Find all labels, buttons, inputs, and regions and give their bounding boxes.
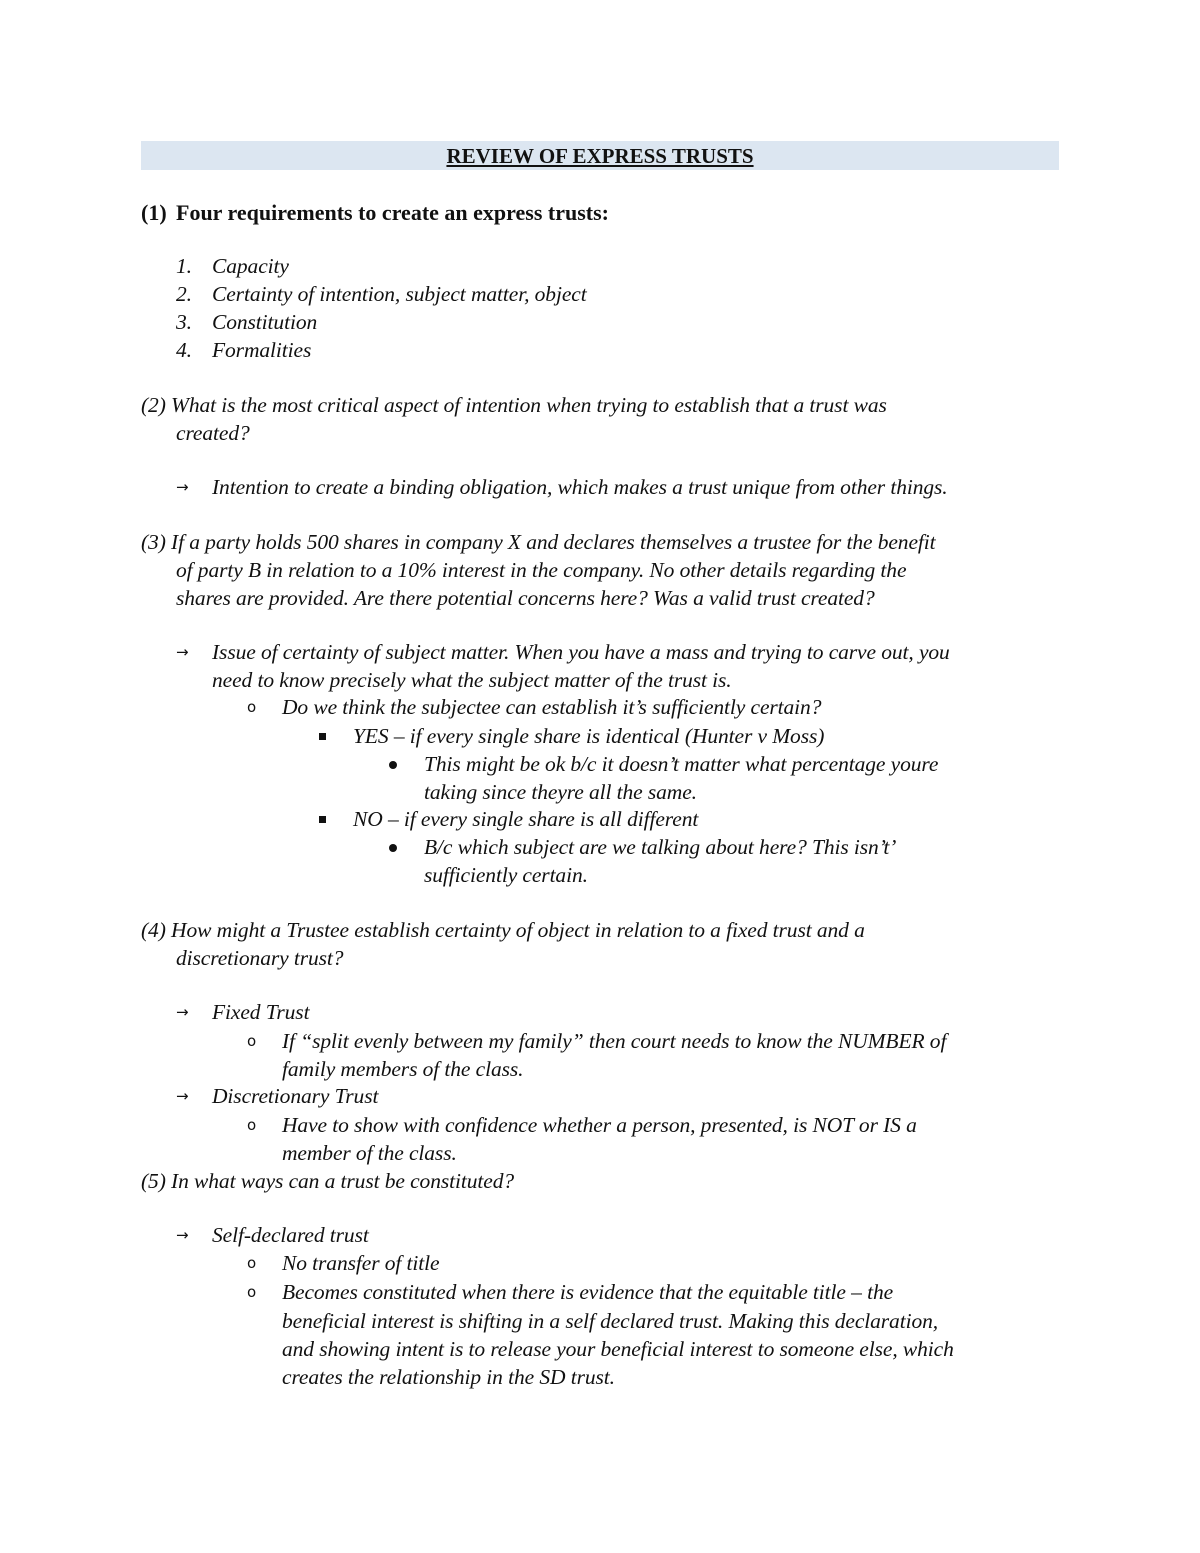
q5-self-declared: Self-declared trust — [212, 1223, 369, 1247]
q1-number: (1) — [141, 200, 167, 225]
q1-heading: Four requirements to create an express trusts: — [176, 200, 610, 225]
circle-bullet-icon: o — [247, 1116, 257, 1134]
q1-item: Formalities — [212, 338, 312, 362]
page-title: REVIEW OF EXPRESS TRUSTS — [446, 144, 754, 168]
q5-sub-point: No transfer of title — [282, 1251, 440, 1275]
q1-item-number: 1. — [176, 254, 192, 278]
square-bullet-icon — [319, 733, 326, 740]
q3-yes-detail: taking since theyre all the same. — [424, 780, 697, 804]
arrow-icon: → — [176, 478, 189, 496]
arrow-icon: → — [176, 1087, 189, 1105]
q2-answer: Intention to create a binding obligation, which makes a trust unique from other things. — [212, 475, 948, 499]
q3-question: shares are provided. Are there potential concerns here? Was a valid trust created? — [176, 586, 875, 610]
q4-question: discretionary trust? — [176, 946, 344, 970]
q3-sub-point: Do we think the subjectee can establish it’s sufficiently certain? — [282, 695, 822, 719]
q4-disc-detail: Have to show with confidence whether a person, presented, is NOT or IS a — [282, 1113, 917, 1137]
q1-item: Capacity — [212, 254, 289, 278]
q1-item-number: 3. — [176, 310, 192, 334]
q4-fixed-trust: Fixed Trust — [212, 1000, 310, 1024]
arrow-icon: → — [176, 1003, 189, 1021]
q3-no-detail: sufficiently certain. — [424, 863, 588, 887]
dot-bullet-icon — [389, 844, 397, 852]
q3-answer: Issue of certainty of subject matter. When you have a mass and trying to carve out, you — [212, 640, 950, 664]
q3-yes-detail: This might be ok b/c it doesn’t matter what percentage youre — [424, 752, 939, 776]
square-bullet-icon — [319, 816, 326, 823]
q5-question: (5) In what ways can a trust be constituted? — [141, 1169, 515, 1193]
q2-question: created? — [176, 421, 250, 445]
q5-sub-detail: and showing intent is to release your beneficial interest to someone else, which — [282, 1337, 954, 1361]
q3-yes: YES – if every single share is identical (Hunter v Moss) — [353, 724, 825, 748]
q3-answer: need to know precisely what the subject matter of the trust is. — [212, 668, 732, 692]
q1-item-number: 2. — [176, 282, 192, 306]
q5-sub-detail: creates the relationship in the SD trust. — [282, 1365, 615, 1389]
q1-item-number: 4. — [176, 338, 192, 362]
arrow-icon: → — [176, 1226, 189, 1244]
arrow-icon: → — [176, 643, 189, 661]
q5-sub-detail: Becomes constituted when there is evidence that the equitable title – the — [282, 1280, 894, 1304]
q4-fixed-detail: family members of the class. — [282, 1057, 524, 1081]
q4-question: (4) How might a Trustee establish certainty of object in relation to a fixed trust and a — [141, 918, 865, 942]
circle-bullet-icon: o — [247, 1032, 257, 1050]
q4-disc-detail: member of the class. — [282, 1141, 457, 1165]
q3-no: NO – if every single share is all different — [353, 807, 699, 831]
q2-question: (2) What is the most critical aspect of intention when trying to establish that a trust was — [141, 393, 887, 417]
q3-no-detail: B/c which subject are we talking about here? This isn’t’ — [424, 835, 897, 859]
q4-fixed-detail: If “split evenly between my family” then court needs to know the NUMBER of — [282, 1029, 947, 1053]
q4-discretionary-trust: Discretionary Trust — [212, 1084, 379, 1108]
q3-question: (3) If a party holds 500 shares in company X and declares themselves a trustee for the benefit — [141, 530, 936, 554]
q5-sub-detail: beneficial interest is shifting in a self declared trust. Making this declaration, — [282, 1309, 939, 1333]
circle-bullet-icon: o — [247, 698, 257, 716]
circle-bullet-icon: o — [247, 1283, 257, 1301]
q1-item: Constitution — [212, 310, 318, 334]
q1-item: Certainty of intention, subject matter, object — [212, 282, 587, 306]
circle-bullet-icon: o — [247, 1254, 257, 1272]
q3-question: of party B in relation to a 10% interest in the company. No other details regarding the — [176, 558, 907, 582]
dot-bullet-icon — [389, 761, 397, 769]
